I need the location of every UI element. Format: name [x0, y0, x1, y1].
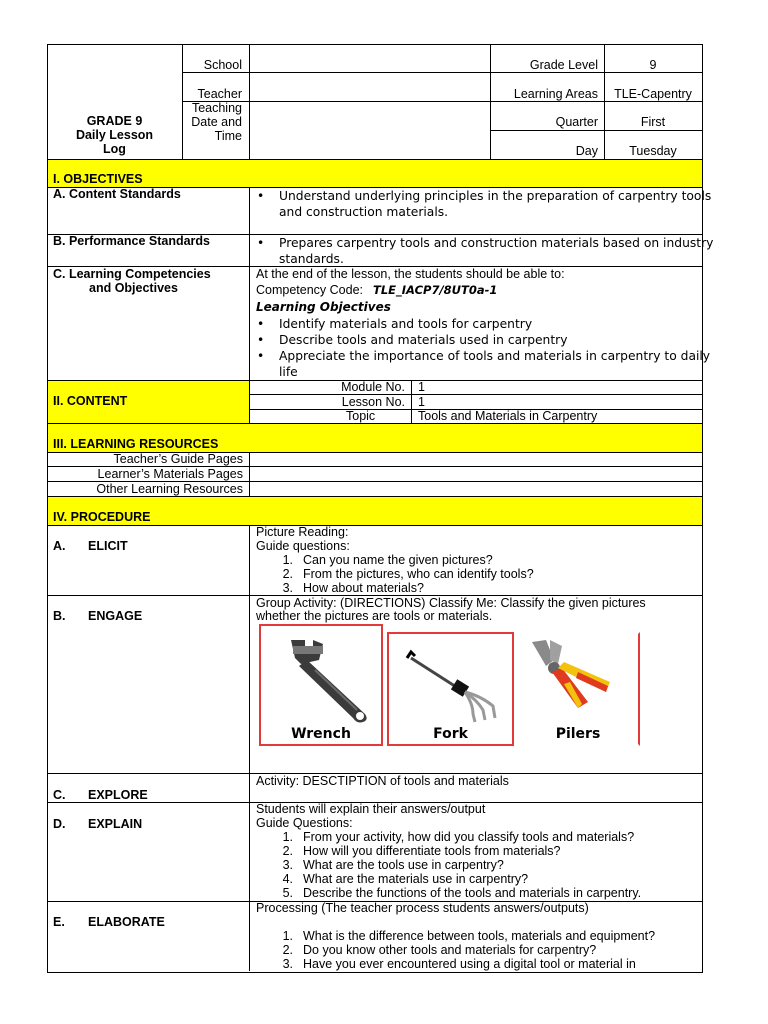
resources-heading: III. LEARNING RESOURCES: [53, 437, 219, 451]
objective-item-cont: life: [279, 365, 298, 379]
day-label: Day: [575, 144, 598, 158]
title-grade: GRADE 9: [86, 114, 143, 128]
engage-letter: B.: [53, 609, 66, 623]
elicit-label: ELICIT: [88, 539, 128, 553]
explore-letter: C.: [53, 788, 66, 802]
fork-picture: [387, 632, 514, 746]
pliers-icon: [518, 638, 638, 724]
date-label-1: Teaching: [191, 101, 242, 115]
competency-code-label: Competency Code:: [256, 283, 364, 297]
quarter-value: First: [640, 115, 666, 129]
lesson-label: Lesson No.: [341, 395, 405, 409]
objectives-heading: I. OBJECTIVES: [53, 172, 143, 186]
content-heading: II. CONTENT: [53, 394, 128, 408]
explain-intro: Students will explain their answers/output: [256, 802, 486, 816]
explain-question: 1. From your activity, how did you classify tools and materials?: [282, 830, 635, 844]
explore-text: Activity: DESCTIPTION of tools and materials: [256, 774, 509, 788]
explain-question: 4. What are the materials use in carpentry?: [282, 872, 529, 886]
date-time-field[interactable]: [250, 102, 490, 159]
elicit-guide: Guide questions:: [256, 539, 350, 553]
content-standards-text-2: and construction materials.: [279, 205, 449, 219]
date-label-3: Time: [214, 129, 242, 143]
grade-level-value: 9: [649, 58, 657, 72]
elaborate-letter: E.: [53, 915, 65, 929]
day-value: Tuesday: [629, 144, 677, 158]
title-daily-lesson: Daily Lesson: [75, 128, 154, 142]
topic-value: Tools and Materials in Carpentry: [418, 409, 598, 423]
pliers-picture: [516, 632, 640, 746]
objective-item: • Identify materials and tools for carpentry: [279, 316, 532, 332]
elaborate-question: 1. What is the difference between tools, materials and equipment?: [282, 929, 656, 943]
pliers-caption: Pilers: [555, 726, 601, 742]
performance-standards-text-2: standards.: [279, 252, 344, 266]
teacher-field[interactable]: [250, 73, 490, 101]
elicit-intro: Picture Reading:: [256, 525, 349, 539]
competency-code-value: TLE_IACP7/8UT0a-1: [373, 283, 498, 297]
elaborate-label: ELABORATE: [88, 915, 165, 929]
competencies-label-2: and Objectives: [89, 281, 178, 295]
elicit-question: 2. From the pictures, who can identify tools?: [282, 567, 534, 581]
objective-item: • Describe tools and materials used in carpentry: [279, 332, 568, 348]
learning-objectives-label: Learning Objectives: [256, 300, 391, 314]
competencies-intro: At the end of the lesson, the students should be able to:: [256, 267, 565, 281]
competencies-label: C. Learning Competencies: [53, 267, 211, 281]
quarter-label: Quarter: [555, 115, 598, 129]
explain-label: EXPLAIN: [88, 817, 143, 831]
teacher-label: Teacher: [197, 87, 242, 101]
wrench-caption: Wrench: [291, 726, 351, 742]
explain-letter: D.: [53, 817, 66, 831]
objective-item: • Appreciate the importance of tools and materials in carpentry to daily: [279, 348, 710, 364]
explore-label: EXPLORE: [88, 788, 148, 802]
learning-areas-value: TLE-Capentry: [614, 87, 692, 101]
module-label: Module No.: [341, 380, 405, 394]
explain-question: 5. Describe the functions of the tools and materials in carpentry.: [282, 886, 642, 900]
elaborate-intro: Processing (The teacher process students answers/outputs): [256, 901, 589, 915]
lesson-value: 1: [418, 395, 425, 409]
wrench-icon: [261, 630, 381, 726]
elicit-question: 3. How about materials?: [282, 581, 424, 595]
tg-pages-label: Teacher’s Guide Pages: [113, 452, 243, 466]
procedure-heading: IV. PROCEDURE: [53, 510, 151, 524]
module-value: 1: [418, 380, 425, 394]
elaborate-question: 2. Do you know other tools and materials for carpentry?: [282, 943, 597, 957]
engage-directions: Group Activity: (DIRECTIONS) Classify Me: Classify the given pictures: [256, 596, 646, 610]
explain-question: 3. What are the tools use in carpentry?: [282, 858, 504, 872]
fork-icon: [389, 638, 512, 724]
topic-label: Topic: [346, 409, 376, 423]
engage-label: ENGAGE: [88, 609, 143, 623]
engage-directions-2: whether the pictures are tools or materials.: [256, 609, 493, 623]
school-field[interactable]: [250, 45, 490, 72]
grade-level-label: Grade Level: [529, 58, 598, 72]
title-log: Log: [103, 142, 126, 156]
lm-pages-label: Learner’s Materials Pages: [97, 467, 243, 481]
explain-guide: Guide Questions:: [256, 816, 353, 830]
explain-question: 2. How will you differentiate tools from materials?: [282, 844, 561, 858]
date-label-2: Date and: [191, 115, 242, 129]
content-standards-label: A. Content Standards: [53, 187, 181, 201]
school-label: School: [203, 58, 242, 72]
performance-standards-text: • Prepares carpentry tools and construction materials based on industry: [279, 235, 713, 251]
fork-caption: Fork: [433, 726, 468, 742]
content-standards-text: • Understand underlying principles in the preparation of carpentry tools: [279, 188, 711, 204]
other-resources-label: Other Learning Resources: [96, 482, 243, 496]
wrench-picture: [259, 624, 383, 746]
elicit-question: 1. Can you name the given pictures?: [282, 553, 493, 567]
learning-areas-label: Learning Areas: [513, 87, 598, 101]
performance-standards-label: B. Performance Standards: [53, 234, 210, 248]
elicit-letter: A.: [53, 539, 66, 553]
elaborate-question: 3. Have you ever encountered using a digital tool or material in: [282, 957, 636, 971]
